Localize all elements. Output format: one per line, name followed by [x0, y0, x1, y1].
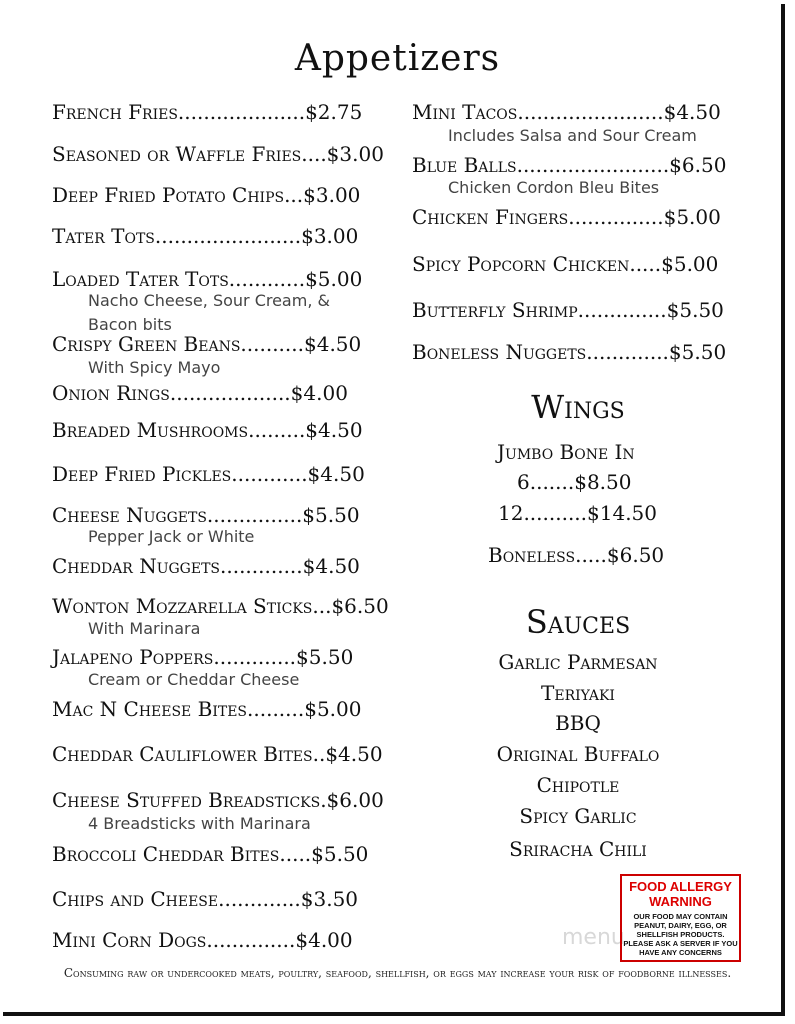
menu-watermark: menu — [562, 925, 625, 950]
menu-item-mini-corn-dogs: Mini Corn Dogs..............$4.00 — [52, 928, 353, 952]
wings-twelve: 12..........$14.50 — [498, 501, 658, 525]
footer-disclaimer: Consuming raw or undercooked meats, poultry, seafood, shellfish, or eggs may increase your risk of foodborne illnesses. — [63, 966, 732, 980]
menu-item-wonton-mozzarella-sticks: Wonton Mozzarella Sticks...$6.50 — [52, 594, 389, 618]
menu-item-deep-fried-pickles: Deep Fried Pickles............$4.50 — [52, 462, 365, 486]
sauce-item: BBQ — [555, 711, 601, 735]
allergy-title: FOOD ALLERGY — [629, 879, 732, 894]
item-description: Nacho Cheese, Sour Cream, & — [88, 291, 330, 310]
item-description: With Spicy Mayo — [88, 358, 221, 377]
sauces-heading: Sauces — [525, 603, 631, 641]
menu-item-mini-tacos: Mini Tacos.......................$4.50 — [412, 100, 721, 124]
item-description: Includes Salsa and Sour Cream — [448, 126, 697, 145]
sauce-item: Chipotle — [536, 773, 620, 797]
menu-item-cheddar-cauliflower-bites: Cheddar Cauliflower Bites..$4.50 — [52, 742, 383, 766]
wings-subtitle: Jumbo Bone In — [497, 440, 635, 464]
sauce-item: Garlic Parmesan — [498, 650, 658, 674]
menu-item-seasoned-fries: Seasoned or Waffle Fries....$3.00 — [52, 142, 384, 166]
page-title: Appetizers — [294, 38, 501, 79]
menu-item-french-fries: French Fries....................$2.75 — [52, 100, 363, 124]
menu-item-potato-chips: Deep Fried Potato Chips...$3.00 — [52, 183, 361, 207]
menu-item-blue-balls: Blue Balls........................$6.50 — [412, 153, 727, 177]
sauce-item: Sriracha Chili — [509, 837, 647, 861]
menu-item-crispy-green-beans: Crispy Green Beans..........$4.50 — [52, 332, 362, 356]
food-allergy-warning — [620, 874, 741, 962]
allergy-subtitle: WARNING — [649, 894, 712, 909]
menu-item-boneless-nuggets: Boneless Nuggets.............$5.50 — [412, 340, 727, 364]
menu-item-cheese-nuggets: Cheese Nuggets...............$5.50 — [52, 503, 360, 527]
item-description: With Marinara — [88, 619, 201, 638]
wings-six: 6.......$8.50 — [517, 470, 632, 494]
menu-item-broccoli-cheddar-bites: Broccoli Cheddar Bites.....$5.50 — [52, 842, 369, 866]
menu-item-breaded-mushrooms: Breaded Mushrooms.........$4.50 — [52, 418, 363, 442]
sauce-item: Teriyaki — [541, 681, 615, 705]
menu-item-chips-and-cheese: Chips and Cheese.............$3.50 — [52, 887, 359, 911]
menu-item-cheddar-nuggets: Cheddar Nuggets.............$4.50 — [52, 554, 360, 578]
sauce-item: Spicy Garlic — [519, 804, 637, 828]
menu-item-spicy-popcorn-chicken: Spicy Popcorn Chicken.....$5.00 — [412, 252, 719, 276]
allergy-body: OUR FOOD MAY CONTAIN PEANUT, DAIRY, EGG, OR SHELLFISH PRODUCTS. PLEASE ASK A SERVER IF YOU HAVE ANY CONCERNS — [623, 912, 738, 957]
item-description: Cream or Cheddar Cheese — [88, 670, 300, 689]
sauce-item: Original Buffalo — [496, 742, 660, 766]
item-description: Chicken Cordon Bleu Bites — [448, 178, 660, 197]
menu-item-butterfly-shrimp: Butterfly Shrimp..............$5.50 — [412, 298, 724, 322]
menu-item-mac-n-cheese-bites: Mac N Cheese Bites.........$5.00 — [52, 697, 362, 721]
menu-item-tater-tots: Tater Tots.......................$3.00 — [52, 224, 359, 248]
menu-item-cheese-stuffed-breadsticks: Cheese Stuffed Breadsticks.$6.00 — [52, 788, 384, 812]
menu-item-jalapeno-poppers: Jalapeno Poppers.............$5.50 — [52, 645, 354, 669]
menu-item-chicken-fingers: Chicken Fingers...............$5.00 — [412, 205, 721, 229]
menu-item-onion-rings: Onion Rings...................$4.00 — [52, 381, 348, 405]
item-description: 4 Breadsticks with Marinara — [88, 814, 311, 833]
item-description: Pepper Jack or White — [88, 527, 255, 546]
wings-heading: Wings — [531, 388, 625, 426]
menu-item-loaded-tater-tots: Loaded Tater Tots............$5.00 — [52, 267, 363, 291]
item-description: Bacon bits — [88, 315, 172, 334]
wings-boneless: Boneless.....$6.50 — [488, 543, 665, 567]
